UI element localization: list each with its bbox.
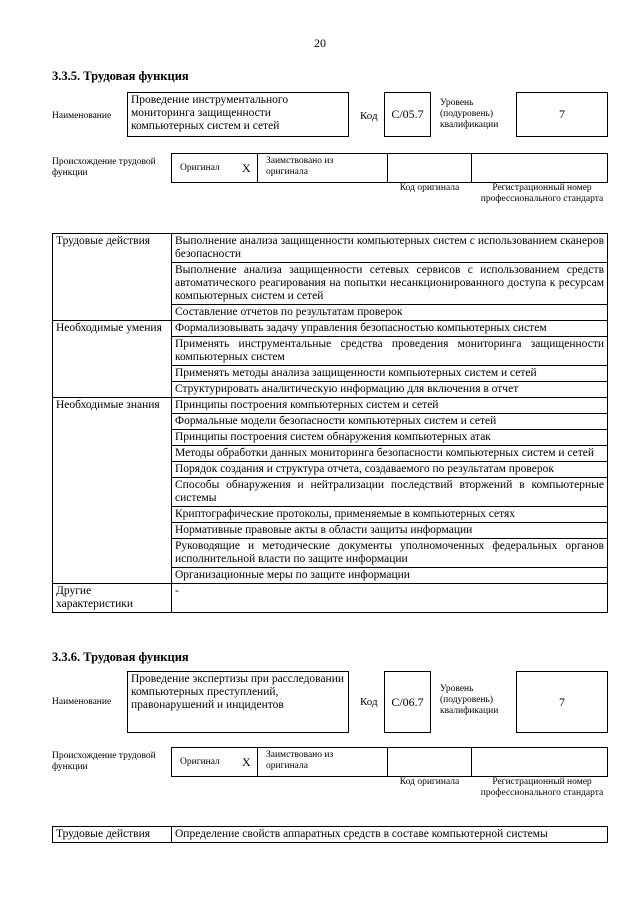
table-row: Определение свойств аппаратных средств в составе компьютерной системы: [172, 827, 608, 843]
table-row: Применять инструментальные средства проведения мониторинга защищенности компьютерных систем: [172, 337, 608, 366]
function-code: C/06.7: [391, 694, 424, 709]
table-row: Руководящие и методические документы уполномоченных федеральных органов исполнительной власти по защите информации: [172, 539, 608, 568]
function-table: [52, 826, 608, 843]
code-label: Код: [360, 696, 378, 708]
borrowed-label: Заимствовано из оригинала: [266, 156, 334, 177]
code-original-cell: [387, 153, 472, 183]
function-table: [52, 233, 608, 613]
code-box: [384, 92, 431, 137]
level-box: [516, 92, 608, 137]
function-name-box: [127, 671, 349, 733]
table-row: Применять методы анализа защищенности компьютерных систем и сетей: [172, 366, 608, 382]
origin-label: Происхождение трудовой функции: [52, 157, 156, 178]
level-value: 7: [559, 107, 565, 121]
name-label: Наименование: [52, 111, 112, 121]
category-skills: Необходимые умения: [53, 321, 172, 398]
original-cell: [171, 153, 258, 183]
code-original-label: Код оригинала: [399, 183, 460, 193]
category-knowledge: Необходимые знания: [53, 398, 172, 584]
table-row: Составление отчетов по результатам проверок: [172, 305, 608, 321]
code-label: Код: [360, 110, 378, 122]
function-code: C/05.7: [391, 107, 424, 121]
name-label: Наименование: [52, 697, 112, 707]
table-row: Способы обнаружения и нейтрализации последствий вторжений в компьютерные системы: [172, 478, 608, 507]
table-row: Порядок создания и структура отчета, создаваемого по результатам проверок: [172, 462, 608, 478]
function-name: Проведение инструментального мониторинга защищенности компьютерных систем и сетей: [131, 94, 289, 132]
borrowed-cell: [257, 747, 388, 777]
origin-label: Происхождение трудовой функции: [52, 751, 156, 772]
function-name: Проведение экспертизы при расследовании компьютерных преступлений, правонарушений и инцидентов: [131, 673, 345, 711]
table-row: Выполнение анализа защищенности компьютерных систем с использованием сканеров безопасности: [172, 234, 608, 263]
section-title: 3.3.6. Трудовая функция: [52, 650, 189, 664]
regnum-label: Регистрационный номер профессионального стандарта: [480, 777, 604, 798]
original-mark: X: [242, 161, 251, 175]
level-label: Уровень (подуровень) квалификации: [440, 98, 499, 130]
table-row: Структурировать аналитическую информацию для включения в отчет: [172, 382, 608, 398]
table-row: Выполнение анализа защищенности сетевых сервисов с использованием средств автоматического реагирования на попытки несанкционированного доступа к ресурсам компьютерных систем и сетей: [172, 263, 608, 305]
level-value: 7: [559, 694, 565, 709]
borrowed-label: Заимствовано из оригинала: [266, 750, 334, 771]
regnum-cell: [471, 747, 608, 777]
code-original-cell: [387, 747, 472, 777]
regnum-label: Регистрационный номер профессионального стандарта: [480, 183, 604, 204]
level-box: [516, 671, 608, 733]
table-row: Криптографические протоколы, применяемые в компьютерных сетях: [172, 507, 608, 523]
original-cell: [171, 747, 258, 777]
original-mark: X: [242, 755, 251, 769]
function-name-box: [127, 92, 349, 137]
category-other: Другие характеристики: [53, 584, 172, 613]
table-row: Формальные модели безопасности компьютерных систем и сетей: [172, 414, 608, 430]
table-row: Принципы построения систем обнаружения компьютерных атак: [172, 430, 608, 446]
page-number: 20: [314, 36, 326, 50]
borrowed-cell: [257, 153, 388, 183]
original-label: Оригинал: [180, 757, 220, 767]
table-row: Нормативные правовые акты в области защиты информации: [172, 523, 608, 539]
code-box: [384, 671, 431, 733]
table-row: -: [172, 584, 608, 613]
original-label: Оригинал: [180, 163, 220, 173]
level-label: Уровень (подуровень) квалификации: [440, 684, 499, 716]
table-row: Принципы построения компьютерных систем и сетей: [172, 398, 608, 414]
table-row: Организационные меры по защите информации: [172, 568, 608, 584]
table-row: Формализовывать задачу управления безопасностью компьютерных систем: [172, 321, 608, 337]
category-labor-actions: Трудовые действия: [53, 827, 172, 843]
section-title: 3.3.5. Трудовая функция: [52, 69, 189, 83]
category-labor-actions: Трудовые действия: [53, 234, 172, 321]
code-original-label: Код оригинала: [399, 777, 460, 787]
table-row: Методы обработки данных мониторинга безопасности компьютерных систем и сетей: [172, 446, 608, 462]
regnum-cell: [471, 153, 608, 183]
